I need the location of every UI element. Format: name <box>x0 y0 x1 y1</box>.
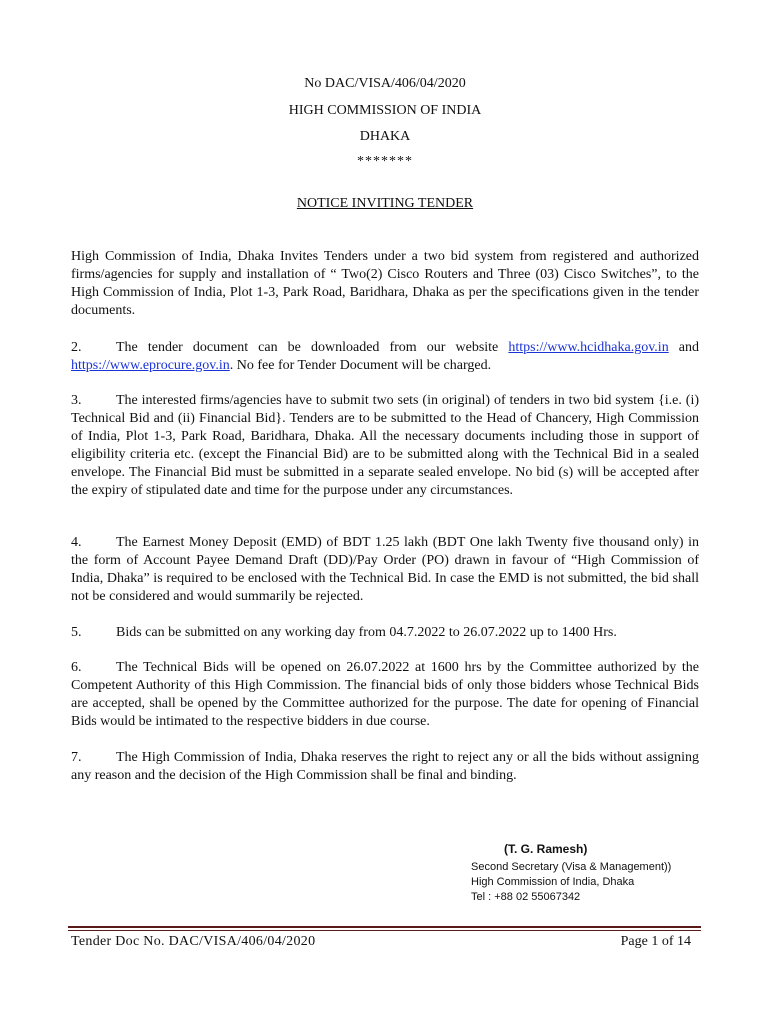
website-link-hcidhaka[interactable]: https://www.hcidhaka.gov.in <box>508 340 669 355</box>
paragraph-text: The Technical Bids will be opened on 26.07.2022 at 1600 hrs by the Committee authorized by the Competent Authority of this High Commission. The financial bids of only those bidders whose Technical Bids are accepted, shall be opened by the Committee authorized for the purpose. The date for opening of Financial Bids would be intimated to the respective bidders in due course. <box>71 660 699 729</box>
paragraph-text: and <box>668 340 699 355</box>
page-title-text: NOTICE INVITING TENDER <box>296 196 474 211</box>
paragraph-text: The interested firms/agencies have to submit two sets (in original) of tenders in two bid system {i.e. (i) Technical Bid and (ii) Financial Bid}. Tenders are to be submitted to the Head of Chancery, High Commission of India, Plot 1-3, Park Road, Baridhara, Dhaka. All the necessary documents including those in support of eligibility criteria etc. (except the Financial Bid) are to be submitted along with the Technical Bid in a sealed envelope. The Financial Bid must be submitted in a separate sealed envelope. No bid (s) will be accepted after the expiry of stipulated date and time for the purpose under any circumstances. <box>71 393 699 498</box>
reference-number: No DAC/VISA/406/04/2020 <box>304 76 466 91</box>
paragraph-number: 5. <box>71 625 82 640</box>
footer-divider <box>68 926 701 928</box>
footer-divider <box>68 930 701 931</box>
paragraph-number: 3. <box>71 393 82 408</box>
footer-page-number: Page 1 of 14 <box>620 934 691 949</box>
paragraph-number: 7. <box>71 750 82 765</box>
paragraph-2 <box>71 339 699 375</box>
paragraph-text: . No fee for Tender Document will be charged. <box>229 358 492 373</box>
signatory-name: (T. G. Ramesh) <box>504 842 588 856</box>
page-title <box>0 196 770 212</box>
signature-block <box>471 842 731 905</box>
city-name: DHAKA <box>359 129 411 144</box>
paragraph-7 <box>71 749 699 785</box>
footer-doc-number: Tender Doc No. DAC/VISA/406/04/2020 <box>71 934 316 949</box>
paragraph-text: The Earnest Money Deposit (EMD) of BDT 1.25 lakh (BDT One lakh Twenty five thousand only) in the form of Account Payee Demand Draft (DD)/Pay Order (PO) drawn in favour of “High Commission of India, Dhaka” is required to be enclosed with the Technical Bid. In case the EMD is not submitted, the bid shall not be considered and would summarily be rejected. <box>71 535 699 604</box>
paragraph-5 <box>71 624 699 642</box>
paragraph-text: The High Commission of India, Dhaka reserves the right to reject any or all the bids without assigning any reason and the decision of the High Commission shall be final and binding. <box>71 750 699 783</box>
paragraph-text: Bids can be submitted on any working day from 04.7.2022 to 26.07.2022 up to 1400 Hrs. <box>116 625 617 640</box>
paragraph-3 <box>71 392 699 500</box>
website-link-eprocure[interactable]: https://www.eprocure.gov.in <box>71 358 230 373</box>
signatory-office: High Commission of India, Dhaka <box>471 876 635 888</box>
paragraph-number: 4. <box>71 535 82 550</box>
signatory-designation: Second Secretary (Visa & Management)) <box>471 861 672 873</box>
paragraph-4 <box>71 534 699 606</box>
signatory-telephone: Tel : +88 02 55067342 <box>471 891 581 903</box>
paragraph-text: The tender document can be downloaded from our website <box>116 340 509 355</box>
paragraph-number: 2. <box>71 340 82 355</box>
separator-stars: ******* <box>357 154 413 169</box>
paragraph-intro: High Commission of India, Dhaka Invites Tenders under a two bid system from registered and authorized firms/agencies for supply and installation of “ Two(2) Cisco Routers and Three (03) Cisco Switches”, to the High Commission of India, Plot 1-3, Park Road, Baridhara, Dhaka as per the specifications given in the tender documents. <box>71 249 699 318</box>
paragraph-number: 6. <box>71 660 82 675</box>
office-name: HIGH COMMISSION OF INDIA <box>288 103 482 118</box>
paragraph-6 <box>71 659 699 731</box>
